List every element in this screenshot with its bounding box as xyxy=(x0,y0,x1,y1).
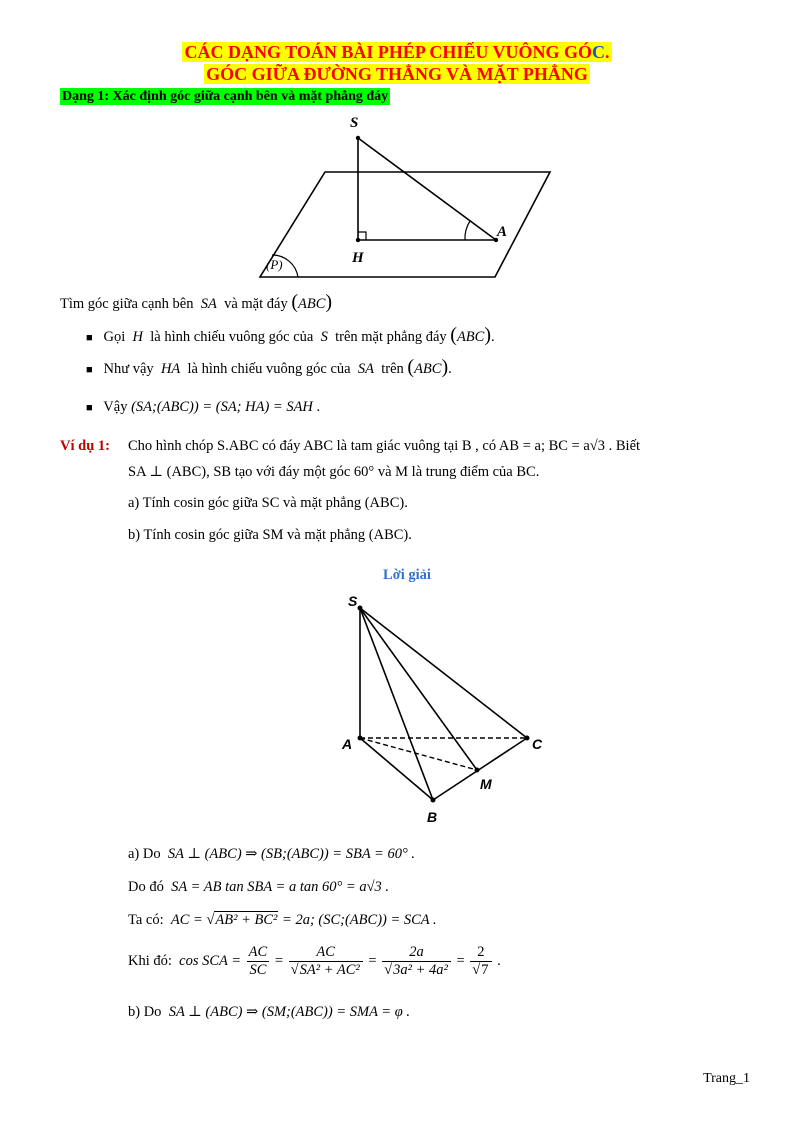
example-line1: Cho hình chóp S.ABC có đáy ABC là tam giác vuông tại B , có AB = a; BC = a√3 . Biết xyxy=(128,438,641,454)
example-line2: SA ⊥ (ABC), SB tạo với đáy một góc 60° và M là trung điểm của BC. xyxy=(128,464,540,480)
example-question-b: b) Tính cosin góc giữa SM và mặt phẳng (ABC). xyxy=(128,527,412,543)
page-title-line2: GÓC GIỮA ĐƯỜNG THẲNG VÀ MẶT PHẲNG xyxy=(206,64,588,84)
solution-b1: b) Do SA ⊥ (ABC) ⇒ (SM;(ABC)) = SMA = φ . xyxy=(128,1004,410,1020)
page-title-line1: CÁC DẠNG TOÁN BÀI PHÉP CHIẾU VUÔNG GÓC. xyxy=(184,42,610,62)
segment-sa xyxy=(358,138,496,240)
intro-line: Tìm góc giữa cạnh bên SA và mặt đáy (ABC) xyxy=(60,291,333,313)
svg-text:A: A xyxy=(342,736,353,752)
bullet-1: ■ Gọi H là hình chiếu vuông góc của S trên mặt phẳng đáy (ABC). xyxy=(86,324,495,346)
section-heading-dang1: Dạng 1: Xác định góc giữa cạnh bên và mặt phẳng đáy xyxy=(62,89,389,104)
solution-a1: a) Do SA ⊥ (ABC) ⇒ (SB;(ABC)) = SBA = 60° . xyxy=(128,846,416,862)
example-question-a: a) Tính cosin góc giữa SC và mặt phẳng (ABC). xyxy=(128,495,408,511)
svg-text:S: S xyxy=(348,593,358,609)
solution-title: Lời giải xyxy=(383,567,431,583)
bullet-2: ■ Như vậy HA là hình chiếu vuông góc của SA trên (ABC). xyxy=(86,356,452,378)
label-s: S xyxy=(350,115,359,131)
bullet-3: ■ Vậy (SA;(ABC)) = (SA; HA) = SAH . xyxy=(86,399,321,415)
solution-a3: Ta có: AC = √AB² + BC² = 2a; (SC;(ABC)) = SCA . xyxy=(128,912,437,928)
label-h: H xyxy=(352,250,364,266)
label-p: (P) xyxy=(266,257,283,272)
svg-text:C: C xyxy=(532,736,543,752)
page-number: Trang_1 xyxy=(703,1071,750,1086)
solution-a4: Khi đó: cos SCA = $\frac{AC}{SC}$ = $\frac{AC}{\text{√SA² + AC²}}$ = $\frac{2a}{\text{√3a² + 4a²}}$ = $\frac{2}{√7}$ . xyxy=(128,944,501,978)
pyramid-figure xyxy=(330,588,560,828)
angle-arc-a xyxy=(465,221,470,240)
example-label: Ví dụ 1: xyxy=(60,438,110,454)
solution-a2: Do đó SA = AB tan SBA = a tan 60° = a√3 . xyxy=(128,879,390,895)
plane-projection-figure xyxy=(250,110,570,290)
label-a: A xyxy=(497,224,508,240)
svg-text:B: B xyxy=(427,809,438,825)
svg-text:M: M xyxy=(480,776,492,792)
